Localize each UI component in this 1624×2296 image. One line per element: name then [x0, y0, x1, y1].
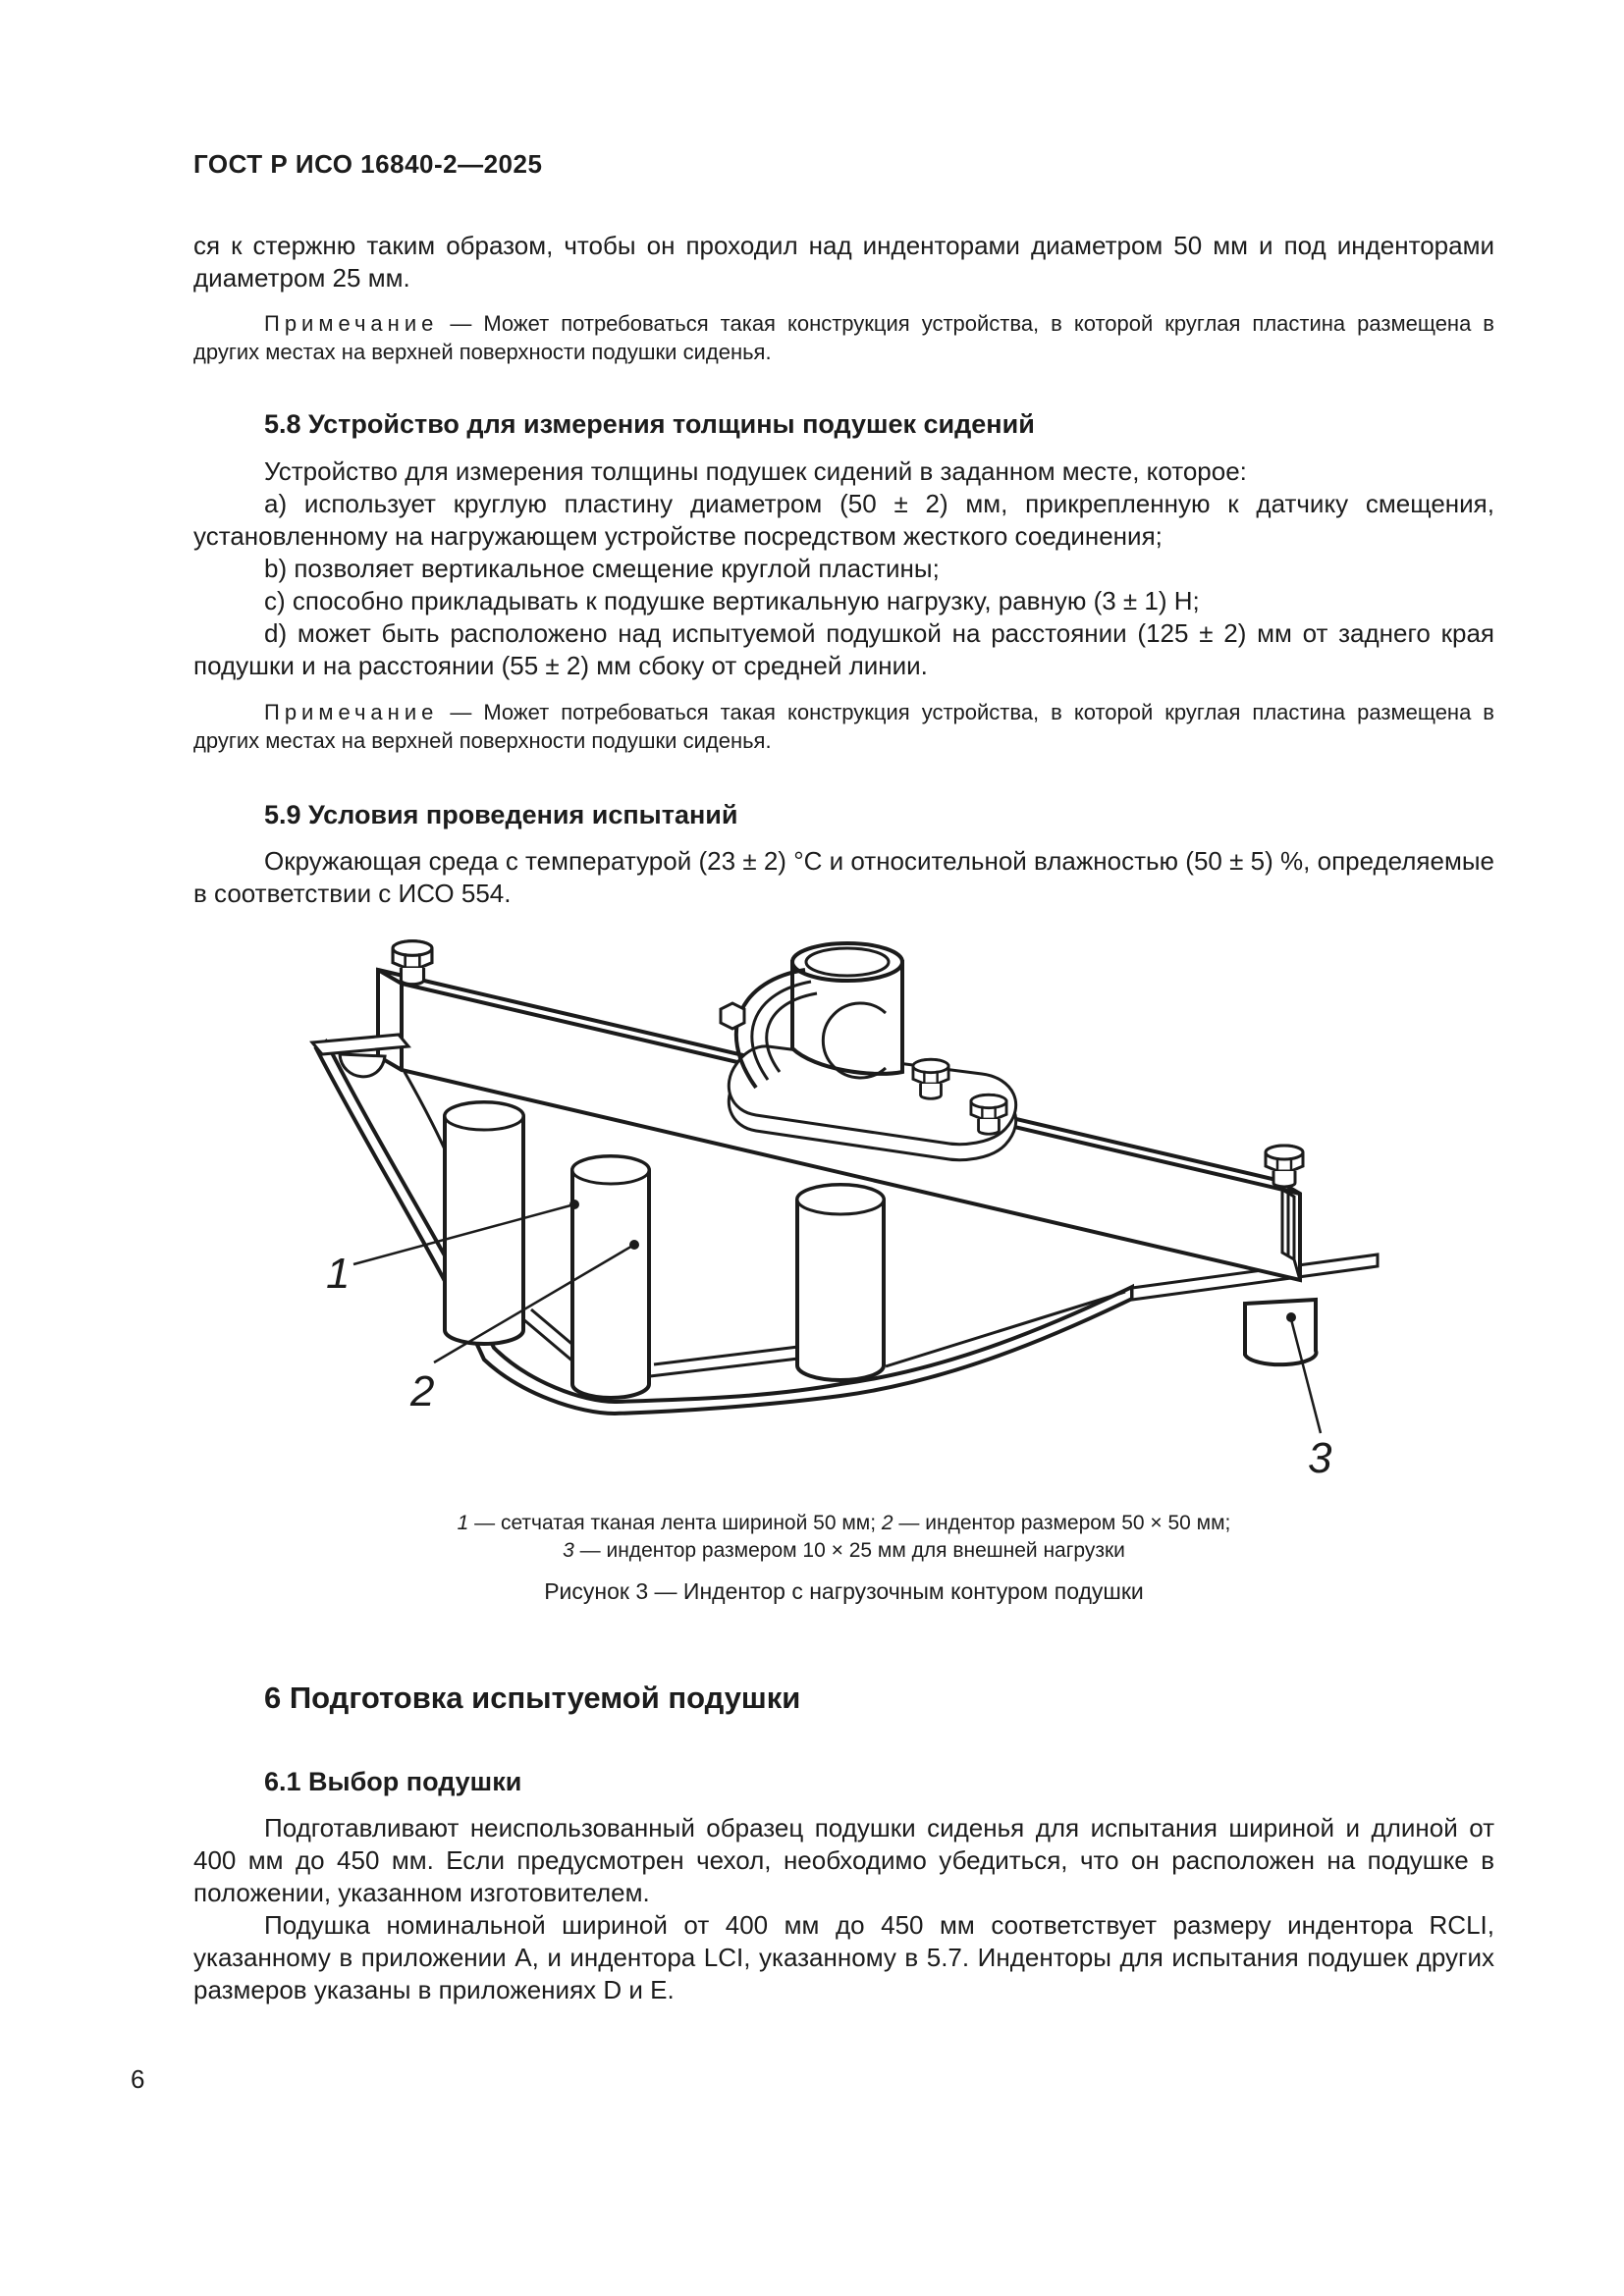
section-6-1-paragraph-2: Подушка номинальной шириной от 400 мм до 450 мм соответствует размеру индентора RCLI, указанному в приложении A, и индентора LCI, указанному в 5.7. Инденторы для испытания подушек других размеров указаны в приложениях D и E.	[193, 1910, 1494, 2004]
heading-6: 6 Подготовка испытуемой подушки	[264, 1681, 801, 1715]
figure-title: Рисунок 3 — Индентор с нагрузочным контуром подушки	[544, 1578, 1144, 1604]
leader-dot	[629, 1240, 639, 1250]
caption-text: — сетчатая тканая лента шириной 50 мм;	[468, 1512, 882, 1534]
caption-key-2: 2	[881, 1512, 893, 1534]
caption-key-1: 1	[457, 1512, 469, 1534]
indentor-cylinder	[445, 1102, 523, 1344]
caption-text: — индентор размером 10 × 25 мм для внешней нагрузки	[573, 1539, 1125, 1562]
indentor-cylinder	[797, 1185, 884, 1380]
external-load-indentor	[1245, 1300, 1316, 1364]
caption-key-3: 3	[563, 1539, 574, 1562]
note-text: — Может потребоваться такая конструкция устройства, в которой круглая пластина размещена в других местах на верхней поверхности подушки сиденья.	[193, 700, 1494, 753]
list-item-c: c) способно прикладывать к подушке вертикальную нагрузку, равную (3 ± 1) Н;	[264, 586, 1200, 615]
section-5-8-body	[193, 455, 1494, 682]
note-label: Примечание	[264, 700, 439, 724]
figure-label-2: 2	[410, 1367, 435, 1415]
figure-label-3: 3	[1308, 1434, 1332, 1482]
list-item-a: a) использует круглую пластину диаметром (50 ± 2) мм, прикрепленную к датчику смещения, установленному на нагружающем устройстве посредством жесткого соединения;	[193, 489, 1494, 551]
section-5-9-paragraph: Окружающая среда с температурой (23 ± 2) °C и относительной влажностью (50 ± 5) %, определяемые в соответствии с ИСО 554.	[193, 846, 1494, 908]
leader-dot	[569, 1200, 579, 1209]
heading-6-1: 6.1 Выбор подушки	[264, 1767, 522, 1796]
section-6-1-paragraph-1: Подготавливают неиспользованный образец подушки сиденья для испытания шириной и длиной от 400 мм до 450 мм. Если предусмотрен чехол, необходимо убедиться, что он расположен на подушке в положении, указанном изготовителем.	[193, 1813, 1494, 1907]
note-text: — Может потребоваться такая конструкция устройства, в которой круглая пластина размещена в других местах на верхней поверхности подушки сиденья.	[193, 311, 1494, 364]
figure-3-drawing	[255, 923, 1551, 1512]
page-number: 6	[131, 2064, 145, 2094]
note-block	[193, 698, 1494, 755]
section-5-8-lead: Устройство для измерения толщины подушек сидений в заданном месте, которое:	[264, 456, 1247, 486]
note-block	[193, 309, 1494, 366]
indentor-cylinder	[572, 1156, 649, 1398]
heading-5-9: 5.9 Условия проведения испытаний	[264, 800, 738, 829]
leader-dot	[1286, 1312, 1296, 1322]
heading-5-8: 5.8 Устройство для измерения толщины подушек сидений	[264, 409, 1035, 439]
figure-caption-line-1	[193, 1512, 1494, 1535]
list-item-d: d) может быть расположено над испытуемой подушкой на расстоянии (125 ± 2) мм от заднего края подушки и на расстоянии (55 ± 2) мм сбоку от средней линии.	[193, 618, 1494, 680]
list-item-b: b) позволяет вертикальное смещение круглой пластины;	[264, 554, 940, 583]
running-header-doc-code: ГОСТ Р ИСО 16840-2—2025	[193, 149, 543, 179]
clamp-assembly	[721, 943, 1016, 1160]
figure-label-1: 1	[326, 1250, 351, 1298]
caption-text: — индентор размером 50 × 50 мм;	[893, 1512, 1231, 1534]
figure-caption-line-2	[193, 1539, 1494, 1563]
paragraph-continuation: ся к стержню таким образом, чтобы он проходил над инденторами диаметром 50 мм и под инденторами диаметром 25 мм.	[193, 231, 1494, 293]
note-label: Примечание	[264, 311, 439, 336]
